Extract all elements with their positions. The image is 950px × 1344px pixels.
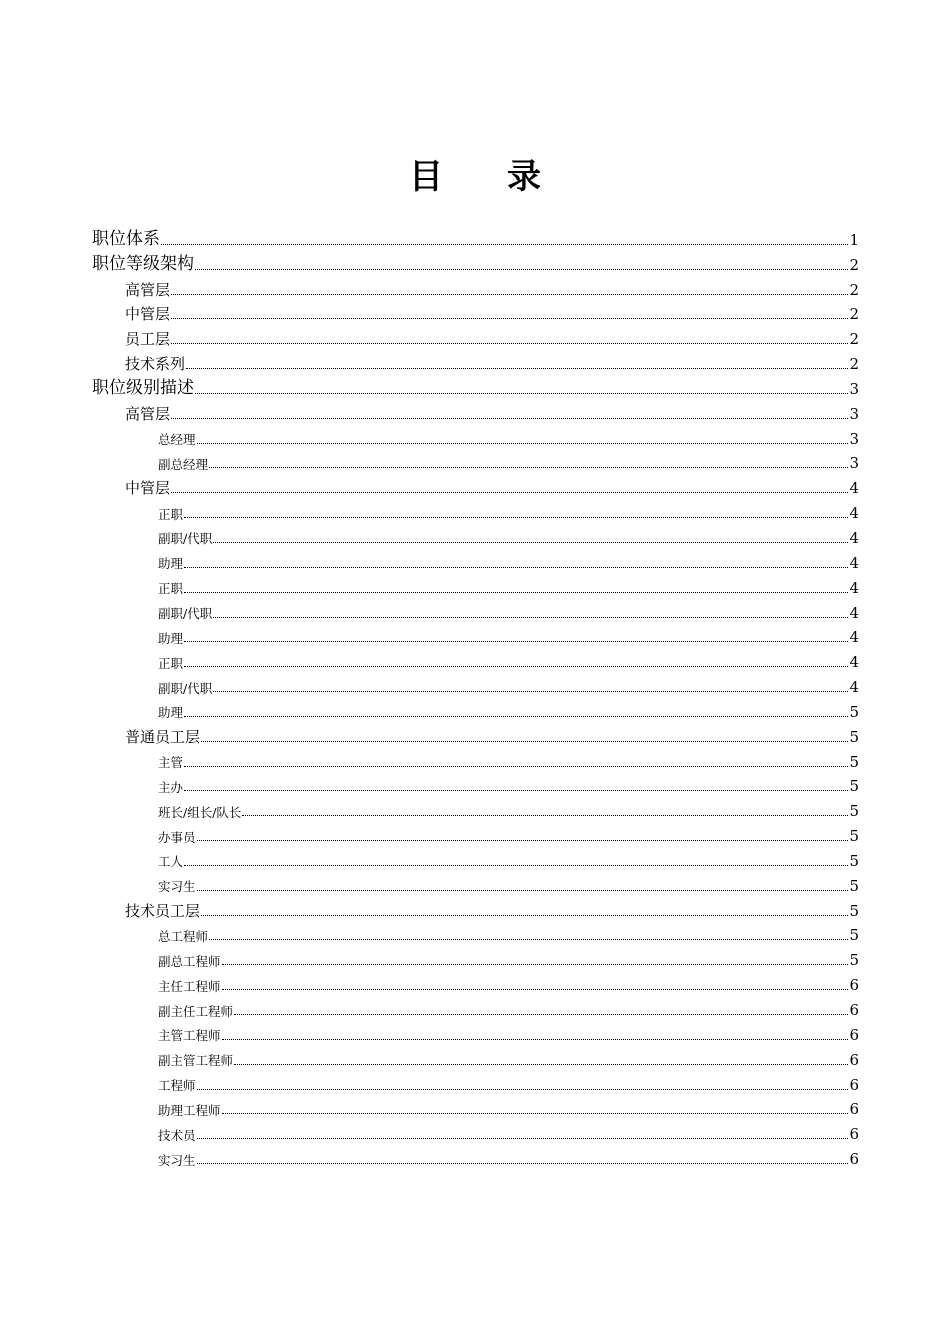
toc-entry[interactable]	[0, 1045, 950, 1070]
toc-entry-label: 副职/代职	[158, 680, 213, 696]
toc-dot-leader	[209, 939, 848, 940]
toc-entry[interactable]	[0, 250, 950, 275]
toc-entry[interactable]	[0, 672, 950, 697]
toc-entry-label: 技术员工层	[125, 901, 201, 920]
toc-entry[interactable]	[0, 573, 950, 598]
toc-entry-label: 中管层	[125, 305, 171, 324]
toc-dot-leader	[222, 1113, 848, 1114]
toc-entry-label: 主任工程师	[158, 978, 221, 994]
toc-dot-leader	[197, 443, 848, 444]
toc-entry-page-number: 2	[849, 355, 859, 374]
toc-entry-page-number: 1	[849, 230, 859, 249]
toc-title	[0, 152, 950, 202]
toc-dot-leader	[209, 467, 848, 468]
toc-entry[interactable]	[0, 399, 950, 424]
toc-entry-label: 技术员	[158, 1127, 196, 1143]
toc-dot-leader	[234, 1064, 848, 1065]
toc-dot-leader	[201, 915, 848, 916]
toc-entry-page-number: 5	[849, 926, 859, 945]
toc-entry-page-number: 4	[849, 528, 859, 547]
toc-dot-leader	[195, 393, 848, 394]
toc-dot-leader	[195, 269, 848, 270]
toc-entry-label: 高管层	[125, 280, 171, 299]
toc-title-char-1: 目	[409, 157, 443, 197]
toc-entry-label: 技术系列	[125, 355, 186, 374]
toc-entry-label: 正职	[158, 655, 184, 671]
toc-entry-page-number: 5	[849, 777, 859, 796]
toc-entry-page-number: 4	[849, 678, 859, 697]
toc-entry[interactable]	[0, 449, 950, 474]
toc-entry[interactable]	[0, 846, 950, 871]
toc-entry-page-number: 4	[849, 653, 859, 672]
toc-entry[interactable]	[0, 1144, 950, 1169]
toc-entry-label: 职位等级架构	[92, 253, 194, 274]
toc-dot-leader	[234, 1014, 848, 1015]
toc-entry[interactable]	[0, 424, 950, 449]
toc-entry-page-number: 4	[849, 628, 859, 647]
toc-dot-leader	[184, 517, 848, 518]
toc-entry-label: 员工层	[125, 330, 171, 349]
toc-entry-label: 普通员工层	[125, 727, 201, 746]
toc-entry[interactable]	[0, 747, 950, 772]
toc-entry[interactable]	[0, 772, 950, 797]
toc-entry[interactable]	[0, 1020, 950, 1045]
toc-dot-leader	[184, 592, 848, 593]
toc-entry-label: 副职/代职	[158, 531, 213, 547]
toc-entry[interactable]	[0, 921, 950, 946]
toc-entry-label: 总工程师	[158, 928, 209, 944]
toc-dot-leader	[197, 1089, 848, 1090]
toc-dot-leader	[201, 741, 848, 742]
toc-entry-label: 工程师	[158, 1078, 196, 1094]
toc-entry[interactable]	[0, 1095, 950, 1120]
toc-dot-leader	[161, 244, 848, 245]
toc-entry[interactable]	[0, 473, 950, 498]
toc-entry-page-number: 3	[849, 404, 859, 423]
toc-dot-leader	[184, 641, 848, 642]
toc-entry-page-number: 5	[849, 901, 859, 920]
toc-entry[interactable]	[0, 374, 950, 399]
toc-entry-label: 助理	[158, 630, 184, 646]
toc-entry-label: 职位级别描述	[92, 377, 194, 398]
toc-entry-label: 高管层	[125, 404, 171, 423]
toc-entry[interactable]	[0, 598, 950, 623]
toc-entry[interactable]	[0, 1070, 950, 1095]
toc-entry-label: 副总工程师	[158, 953, 221, 969]
toc-dot-leader	[222, 1039, 848, 1040]
toc-entry[interactable]	[0, 796, 950, 821]
toc-entry[interactable]	[0, 548, 950, 573]
toc-entry-page-number: 2	[849, 305, 859, 324]
toc-entry-page-number: 6	[849, 1150, 859, 1169]
toc-dot-leader	[184, 790, 848, 791]
toc-entry[interactable]	[0, 275, 950, 300]
toc-entry-page-number: 5	[849, 752, 859, 771]
toc-dot-leader	[222, 964, 848, 965]
toc-dot-leader	[171, 492, 848, 493]
toc-dot-leader	[197, 1138, 848, 1139]
toc-entry-label: 副总经理	[158, 456, 209, 472]
toc-entry[interactable]	[0, 722, 950, 747]
toc-dot-leader	[184, 865, 848, 866]
toc-entry-page-number: 4	[849, 578, 859, 597]
toc-dot-leader	[213, 691, 848, 692]
toc-dot-leader	[213, 617, 848, 618]
toc-entry-label: 助理	[158, 556, 184, 572]
toc-entry-page-number: 5	[849, 876, 859, 895]
toc-entry[interactable]	[0, 1119, 950, 1144]
toc-dot-leader	[197, 890, 848, 891]
toc-entry-page-number: 3	[849, 429, 859, 448]
toc-dot-leader	[184, 716, 848, 717]
toc-entry-label: 主管	[158, 755, 184, 771]
toc-entry-label: 副主管工程师	[158, 1053, 234, 1069]
toc-dot-leader	[184, 666, 848, 667]
toc-entry[interactable]	[0, 821, 950, 846]
toc-entry-label: 办事员	[158, 829, 196, 845]
toc-entry-label: 工人	[158, 854, 184, 870]
toc-entry[interactable]	[0, 300, 950, 325]
toc-entry-page-number: 2	[849, 255, 859, 274]
toc-entry-label: 职位体系	[92, 228, 160, 249]
toc-entry-page-number: 6	[849, 1125, 859, 1144]
toc-entry-label: 助理	[158, 705, 184, 721]
toc-entry[interactable]	[0, 995, 950, 1020]
toc-dot-leader	[186, 368, 848, 369]
toc-entry-label: 主办	[158, 779, 184, 795]
toc-entry-label: 助理工程师	[158, 1102, 221, 1118]
toc-entry[interactable]	[0, 945, 950, 970]
toc-entry-label: 副主任工程师	[158, 1003, 234, 1019]
toc-entry[interactable]	[0, 871, 950, 896]
toc-entry[interactable]	[0, 498, 950, 523]
toc-dot-leader	[213, 542, 848, 543]
toc-dot-leader	[171, 418, 848, 419]
toc-entry[interactable]	[0, 523, 950, 548]
toc-entry-page-number: 5	[849, 951, 859, 970]
toc-entry-page-number: 4	[849, 479, 859, 498]
toc-entry-page-number: 5	[849, 702, 859, 721]
toc-entry[interactable]	[0, 970, 950, 995]
toc-entry-label: 正职	[158, 581, 184, 597]
toc-entry-page-number: 5	[849, 827, 859, 846]
toc-entry-label: 正职	[158, 506, 184, 522]
toc-entry-page-number: 5	[849, 727, 859, 746]
toc-entry-page-number: 3	[849, 379, 859, 398]
toc-dot-leader	[242, 815, 848, 816]
toc-entry-page-number: 6	[849, 1025, 859, 1044]
toc-entry[interactable]	[0, 697, 950, 722]
toc-dot-leader	[171, 343, 848, 344]
toc-entry[interactable]	[0, 647, 950, 672]
toc-entry[interactable]	[0, 896, 950, 921]
toc-entry-page-number: 6	[849, 1100, 859, 1119]
toc-entry[interactable]	[0, 349, 950, 374]
toc-entry-page-number: 2	[849, 280, 859, 299]
toc-dot-leader	[171, 318, 848, 319]
toc-dot-leader	[171, 294, 848, 295]
toc-entry-page-number: 2	[849, 330, 859, 349]
toc-title-char-2: 录	[507, 157, 541, 197]
toc-entry-label: 总经理	[158, 432, 196, 448]
toc-entry-page-number: 6	[849, 1050, 859, 1069]
toc-entry-page-number: 3	[849, 454, 859, 473]
toc-entry-page-number: 6	[849, 1001, 859, 1019]
toc-dot-leader	[197, 840, 848, 841]
toc-dot-leader	[197, 1163, 848, 1164]
toc-dot-leader	[184, 567, 848, 568]
toc-entry-label: 主管工程师	[158, 1028, 221, 1044]
toc-entry-page-number: 4	[849, 504, 859, 523]
toc-entry-page-number: 6	[849, 976, 859, 995]
toc-entry-page-number: 6	[849, 1075, 859, 1094]
toc-entry-page-number: 4	[849, 553, 859, 572]
toc-entry-label: 中管层	[125, 479, 171, 498]
toc-entry-label: 副职/代职	[158, 606, 213, 621]
toc-entry-page-number: 5	[849, 851, 859, 870]
toc-entry-page-number: 4	[849, 603, 859, 622]
toc-entry-label: 班长/组长/队长	[158, 804, 242, 820]
toc-entry-label: 实习生	[158, 879, 196, 895]
toc-dot-leader	[184, 766, 848, 767]
toc-dot-leader	[222, 989, 848, 990]
toc-entry[interactable]	[0, 225, 950, 250]
toc-entry[interactable]	[0, 324, 950, 349]
table-of-contents	[0, 225, 950, 1169]
toc-entry-label: 实习生	[158, 1152, 196, 1168]
toc-entry-page-number: 5	[849, 802, 859, 821]
toc-entry[interactable]	[0, 623, 950, 648]
